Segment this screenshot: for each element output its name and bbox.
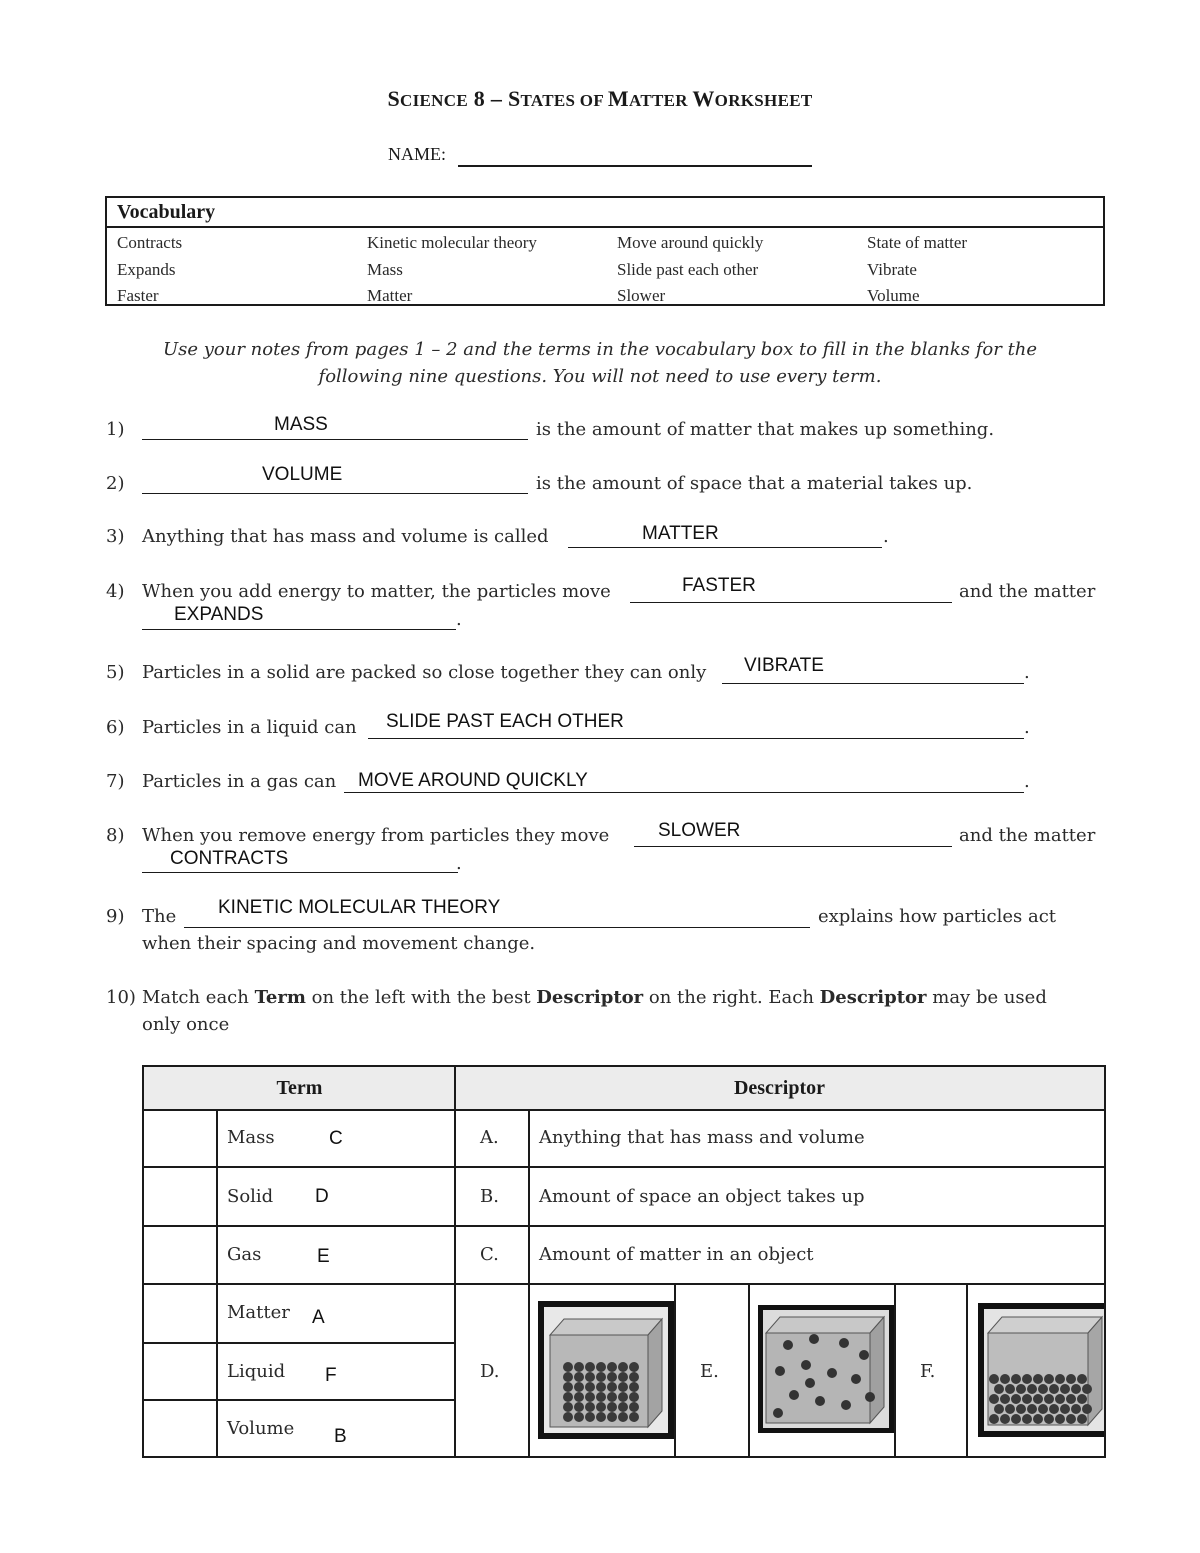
vocab-term: Slower: [617, 286, 666, 305]
name-field[interactable]: [458, 165, 812, 167]
vocab-term: Kinetic molecular theory: [367, 233, 537, 252]
answer-text: EXPANDS: [174, 604, 264, 625]
page-title: SCIENCE 8 – STATES OF MATTER WORKSHEET: [387, 86, 813, 111]
descriptor-text: Amount of matter in an object: [539, 1244, 814, 1265]
question-number: 4): [106, 581, 125, 602]
vocab-term: State of matter: [867, 233, 968, 252]
answer-text: SLOWER: [658, 820, 741, 841]
vocabulary-grid: [107, 228, 1103, 310]
descriptor-letter: C.: [480, 1244, 499, 1265]
answer-blank[interactable]: [630, 602, 952, 603]
question-text: The: [142, 906, 177, 927]
vocab-term: Slide past each other: [617, 259, 759, 279]
term-label: Matter: [227, 1302, 290, 1323]
question-text: .: [1024, 717, 1030, 738]
descriptor-header: Descriptor: [455, 1067, 1104, 1111]
vocab-term: Move around quickly: [617, 233, 764, 252]
question-number: 6): [106, 717, 125, 738]
term-header: Term: [144, 1067, 455, 1111]
term-label: Solid: [227, 1186, 274, 1207]
match-answer[interactable]: F: [325, 1365, 337, 1386]
question-number: 8): [106, 825, 125, 846]
answer-blank[interactable]: [142, 629, 456, 630]
answer-text: VOLUME: [262, 464, 343, 485]
question-text: .: [456, 853, 462, 874]
vocab-term: Expands: [117, 259, 176, 279]
instructions: Use your notes from pages 1 – 2 and the terms in the vocabulary box to fill in the blanks for the following nine questions. You will not need to use every term.: [162, 339, 1038, 387]
question-text: is the amount of matter that makes up something.: [536, 419, 995, 440]
question-text: .: [456, 609, 462, 630]
question-text: and the matter: [959, 825, 1096, 846]
descriptor-letter: F.: [920, 1361, 936, 1382]
answer-blank[interactable]: [722, 683, 1024, 684]
question-number: 9): [106, 906, 125, 927]
question-text: when their spacing and movement change.: [142, 933, 536, 954]
question-text: .: [1024, 662, 1030, 683]
question-number: 7): [106, 771, 125, 792]
answer-blank[interactable]: [142, 493, 528, 494]
question-text: Match each Term on the left with the best Descriptor on the right. Each Descriptor may be used: [142, 987, 1047, 1008]
match-answer[interactable]: D: [315, 1186, 329, 1207]
answer-blank[interactable]: [184, 927, 810, 928]
answer-text: CONTRACTS: [170, 848, 289, 869]
question-number: 1): [106, 419, 125, 440]
question-text: explains how particles act: [818, 906, 1057, 927]
matching-table: [142, 1065, 1106, 1458]
match-answer[interactable]: E: [317, 1246, 330, 1267]
question-text: Particles in a liquid can: [142, 717, 357, 738]
answer-blank[interactable]: [142, 872, 458, 873]
term-label: Liquid: [227, 1361, 286, 1382]
vocab-term: Vibrate: [867, 259, 917, 279]
vocabulary-heading: Vocabulary: [107, 198, 1103, 228]
term-label: Mass: [227, 1127, 275, 1148]
descriptor-text: Amount of space an object takes up: [539, 1186, 865, 1207]
liquid-particles-cube-icon: [978, 1303, 1104, 1437]
vocab-term: Contracts: [117, 233, 183, 252]
question-number: 10): [106, 987, 136, 1008]
answer-text: MOVE AROUND QUICKLY: [358, 770, 588, 791]
term-label: Gas: [227, 1244, 262, 1265]
question-text: Particles in a solid are packed so close together they can only: [142, 662, 707, 683]
solid-particles-cube-icon: [538, 1301, 674, 1439]
vocab-term: Faster: [117, 286, 159, 305]
name-label: NAME:: [388, 144, 446, 164]
answer-blank[interactable]: [634, 846, 952, 847]
question-text: .: [1024, 771, 1030, 792]
question-text: and the matter: [959, 581, 1096, 602]
question-text: only once: [142, 1014, 230, 1035]
answer-text: KINETIC MOLECULAR THEORY: [218, 897, 501, 918]
term-label: Volume: [227, 1418, 295, 1439]
answer-blank[interactable]: [344, 792, 1024, 793]
match-answer[interactable]: C: [329, 1128, 343, 1149]
question-number: 5): [106, 662, 125, 683]
vocab-term: Volume: [867, 286, 920, 305]
question-number: 3): [106, 526, 125, 547]
answer-text: SLIDE PAST EACH OTHER: [386, 711, 624, 732]
answer-text: FASTER: [682, 575, 756, 596]
answer-blank[interactable]: [142, 439, 528, 440]
vocab-term: Matter: [367, 286, 413, 305]
question-text: Particles in a gas can: [142, 771, 337, 792]
descriptor-text: Anything that has mass and volume: [539, 1127, 865, 1148]
answer-text: VIBRATE: [744, 655, 824, 676]
question-number: 2): [106, 473, 125, 494]
answer-text: MASS: [274, 414, 328, 435]
vocab-term: Mass: [367, 259, 403, 279]
answer-blank[interactable]: [568, 547, 882, 548]
descriptor-letter: A.: [480, 1127, 499, 1148]
question-text: is the amount of space that a material takes up.: [536, 473, 973, 494]
vocabulary-box: [105, 196, 1105, 306]
question-text: Anything that has mass and volume is called: [142, 526, 549, 547]
gas-particles-cube-icon: [758, 1305, 894, 1433]
descriptor-letter: D.: [480, 1361, 500, 1382]
question-text: When you add energy to matter, the particles move: [142, 581, 611, 602]
question-text: .: [883, 526, 889, 547]
descriptor-letter: B.: [480, 1186, 499, 1207]
descriptor-letter: E.: [700, 1361, 719, 1382]
answer-blank[interactable]: [368, 738, 1024, 739]
match-answer[interactable]: A: [312, 1307, 325, 1328]
match-answer[interactable]: B: [334, 1426, 347, 1447]
question-text: When you remove energy from particles they move: [142, 825, 610, 846]
answer-text: MATTER: [642, 523, 719, 544]
